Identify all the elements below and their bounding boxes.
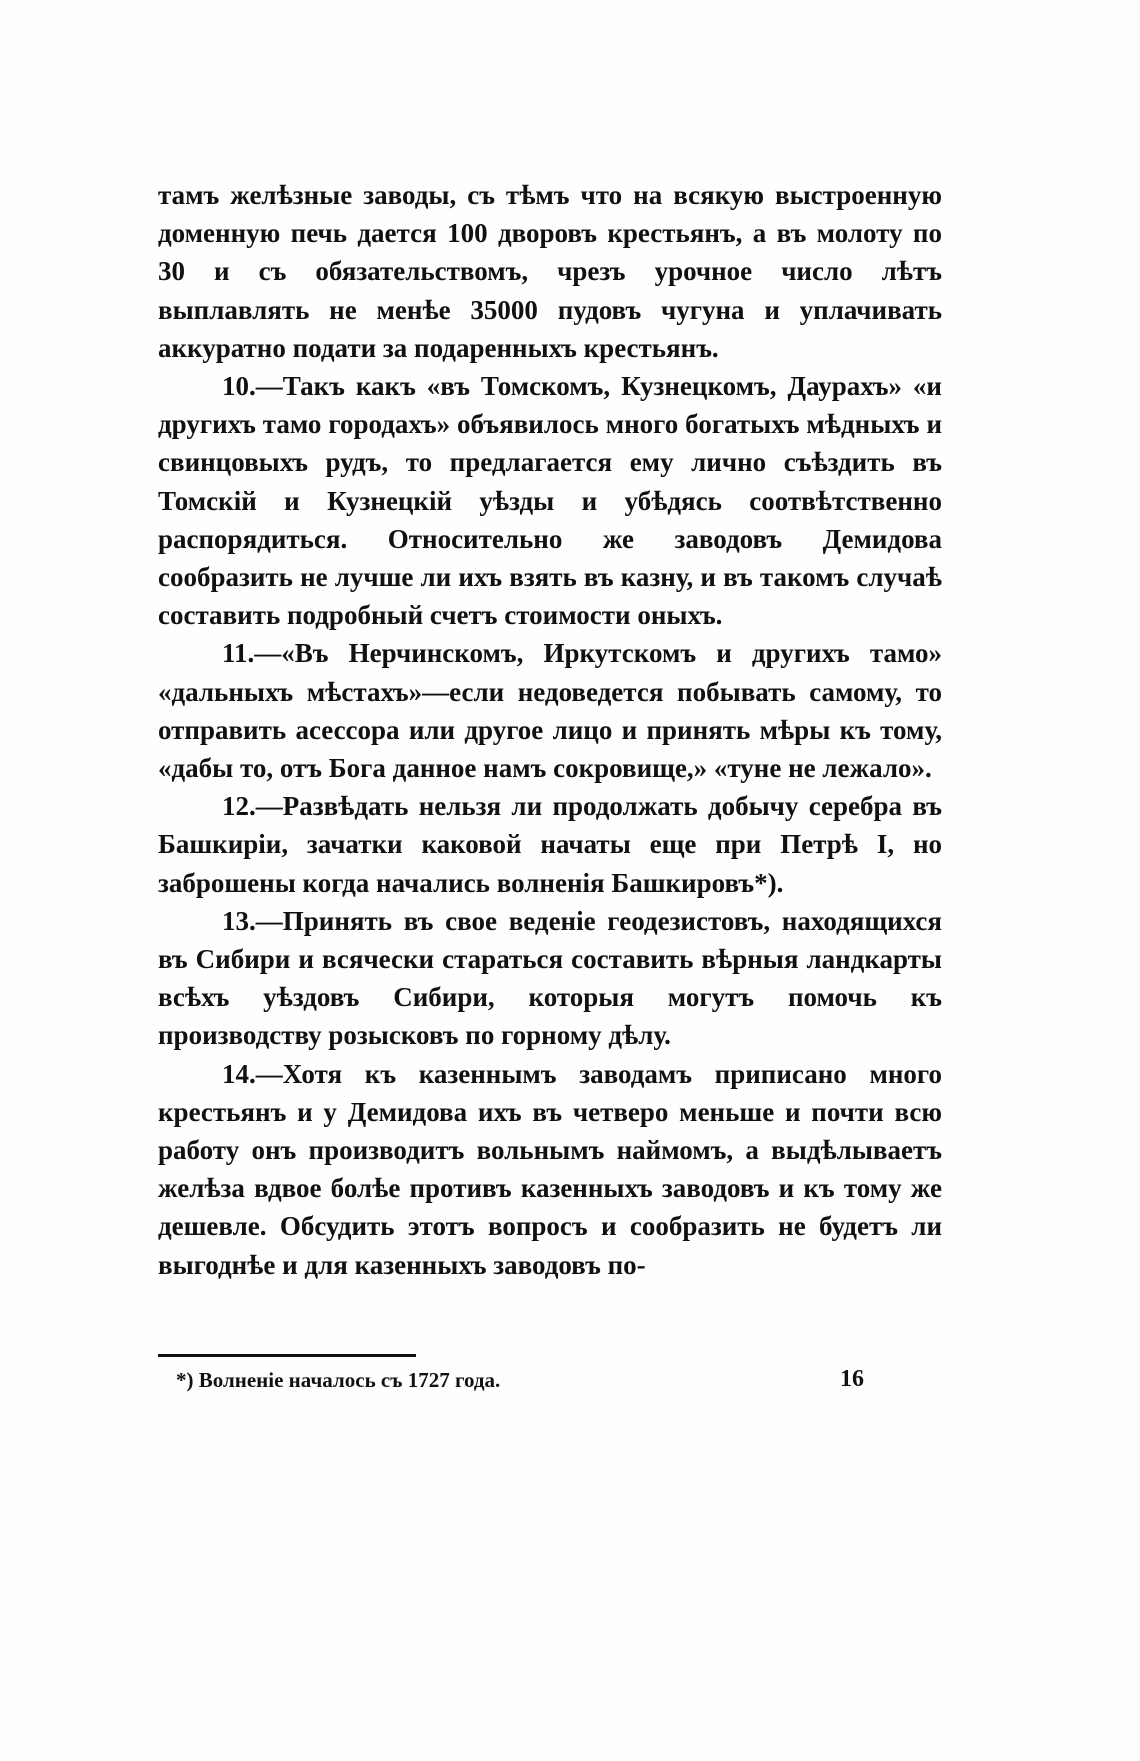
footnote: *) Волненіе началось съ 1727 года. [176,1368,501,1392]
paragraph-item-13: 13.—Принять въ свое веденіе геодезистовъ, находящихся въ Сибири и всячески стараться составить вѣрныя ландкарты всѣхъ уѣздовъ Сибири, которыя могутъ помочь къ производству розысковъ по горному дѣлу. [158,905,942,1051]
paragraph-item-14: 14.—Хотя къ казеннымъ заводамъ приписано много крестьянъ и у Демидова ихъ въ четверо меньше и почти всю работу онъ производитъ вольнымъ наймомъ, а выдѣлываетъ желѣза вдвое болѣе противъ казенныхъ заводовъ и къ тому же дешевле. Обсудить этотъ вопросъ и сообразить не будетъ ли выгоднѣе и для казенныхъ заводовъ по- [158,1058,942,1280]
body-text [158,176,942,1284]
paragraph-item-12: 12.—Развѣдать нельзя ли продолжать добычу серебра въ Башкиріи, зачатки каковой начаты еще при Петрѣ I, но заброшены когда начались волненія Башкировъ*). [158,791,942,898]
footnote-divider [158,1354,416,1357]
paragraph-continuation: тамъ желѣзные заводы, съ тѣмъ что на всякую выстроенную доменную печь дается 100 дворовъ крестьянъ, а въ молоту по 30 и съ обязательствомъ, чрезъ урочное число лѣтъ выплавлять не менѣе 35000 пудовъ чугуна и уплачивать аккуратно подати за подаренныхъ крестьянъ. [158,180,942,363]
paragraph-item-10: 10.—Такъ какъ «въ Томскомъ, Кузнецкомъ, Даурахъ» «и другихъ тамо городахъ» объявилось много богатыхъ мѣдныхъ и свинцовыхъ рудъ, то предлагается ему лично съѣздить въ Томскій и Кузнецкій уѣзды и убѣдясь соотвѣтственно распорядиться. Относительно же заводовъ Демидова сообразить не лучше ли ихъ взять въ казну, и въ такомъ случаѣ составить подробный счетъ стоимости оныхъ. [158,371,942,631]
signature-mark: 16 [840,1366,864,1392]
paragraph-item-11: 11.—«Въ Нерчинскомъ, Иркутскомъ и другихъ тамо» «дальныхъ мѣстахъ»—если недоведется побывать самому, то отправить асессора или другое лицо и принять мѣры къ тому, «дабы то, отъ Бога данное намъ сокровище,» «туне не лежало». [158,638,942,784]
